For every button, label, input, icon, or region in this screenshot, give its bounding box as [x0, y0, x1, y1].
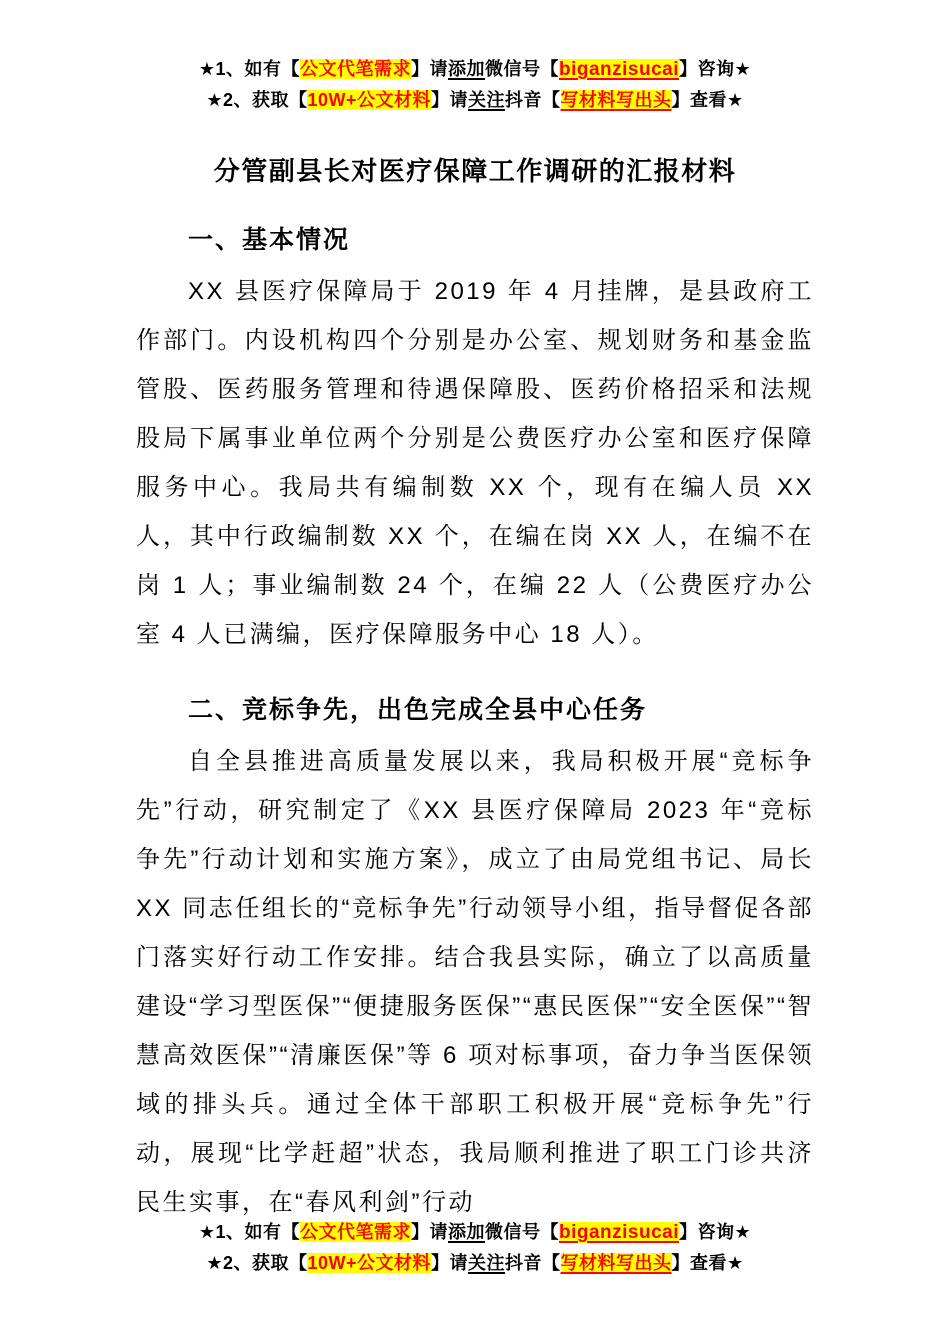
section-1-paragraph: XX 县医疗保障局于 2019 年 4 月挂牌，是县政府工作部门。内设机构四个分别是办公室、规划财务和基金监管股、医药服务管理和待遇保障股、医药价格招采和法规股局下属事业单位两个分别是公费医疗办公室和医疗保障服务中心。我局共有编制数 XX 个，现有在编人员 XX 人，其中行政编制数 XX 个，在编在岗 XX 人，在编不在岗 1 人；事业编制数 24 个，在编 22 人（公费医疗办公室 4 人已满编，医疗保障服务中心 18 人）。: [136, 278, 814, 648]
promo-highlight-red: 公文代笔需求: [299, 59, 411, 79]
promo-underlined-text: 添加: [447, 1222, 485, 1242]
promo-text: ★2、获取【: [206, 1253, 308, 1273]
promo-text: 微信号【: [484, 1222, 559, 1242]
promo-douyin-id: 写材料写出头: [560, 1253, 672, 1273]
section-heading-2: 二、竞标争先，出色完成全县中心任务: [188, 696, 648, 724]
promo-line-1: [0, 1217, 950, 1248]
promo-line-1: [0, 54, 950, 85]
promo-douyin-id: 写材料写出头: [560, 90, 672, 110]
promo-underlined-text: 关注: [468, 1253, 506, 1273]
promo-highlight-red: 10W+公文材料: [307, 1253, 432, 1273]
promo-text: 抖音【: [505, 90, 561, 110]
promo-text: 微信号【: [484, 59, 559, 79]
document-content: [136, 153, 814, 1227]
promo-text: 】请: [431, 1253, 469, 1273]
promo-wechat-id: biganzisucai: [558, 1222, 680, 1243]
promo-text: 】咨询★: [679, 59, 752, 79]
promo-wechat-id: biganzisucai: [558, 59, 680, 80]
header-promo: [0, 0, 950, 115]
promo-highlight-red: 公文代笔需求: [299, 1222, 411, 1242]
promo-text: 】请: [410, 1222, 448, 1242]
footer-promo: [0, 1217, 950, 1278]
promo-text: 抖音【: [505, 1253, 561, 1273]
section-2-paragraph: 自全县推进高质量发展以来，我局积极开展“竞标争先”行动，研究制定了《XX 县医疗保障局 2023 年“竞标争先”行动计划和实施方案》，成立了由局党组书记、局长 XX 同志任组长的“竞标争先”行动领导小组，指导督促各部门落实好行动工作安排。结合我县实际，确立了以高质量建设“学习型医保”“便捷服务医保”“惠民医保”“安全医保”“智慧高效医保”“清廉医保”等 6 项对标事项，奋力争当医保领域的排头兵。通过全体干部职工积极开展“竞标争先”行动，展现“比学赶超”状态，我局顺利推进了职工门诊共济民生实事，在“春风利剑”行动: [136, 748, 814, 1216]
promo-line-2: [0, 1248, 950, 1278]
promo-text: 】查看★: [671, 90, 744, 110]
section-heading-1: 一、基本情况: [188, 226, 351, 254]
promo-line-2: [0, 85, 950, 115]
promo-text: 】请: [410, 59, 448, 79]
promo-text: 】请: [431, 90, 469, 110]
promo-text: ★2、获取【: [206, 90, 308, 110]
promo-text: 】查看★: [671, 1253, 744, 1273]
promo-text: ★1、如有【: [198, 59, 300, 79]
promo-underlined-text: 关注: [468, 90, 506, 110]
promo-underlined-text: 添加: [447, 59, 485, 79]
promo-text: ★1、如有【: [198, 1222, 300, 1242]
promo-text: 】咨询★: [679, 1222, 752, 1242]
document-title: 分管副县长对医疗保障工作调研的汇报材料: [213, 156, 737, 186]
promo-highlight-red: 10W+公文材料: [307, 90, 432, 110]
